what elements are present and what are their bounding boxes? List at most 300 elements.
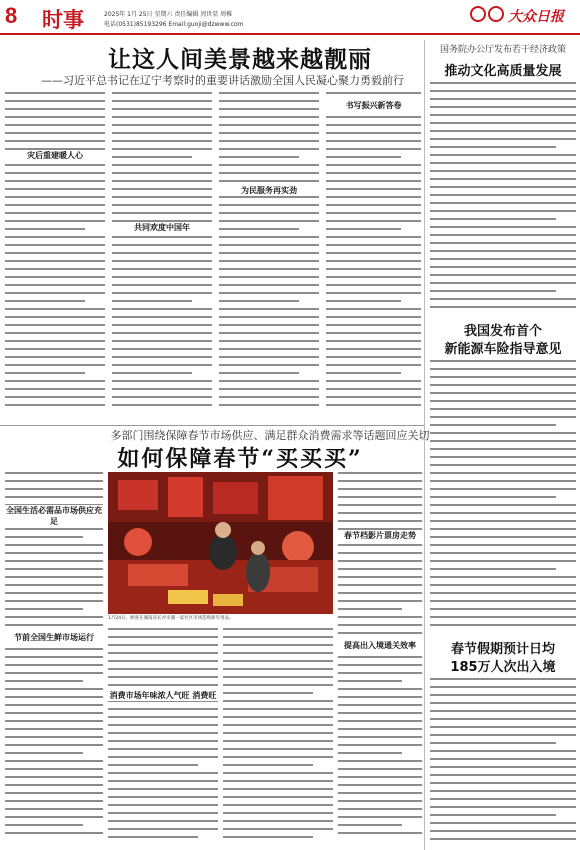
text-line [430, 608, 576, 610]
text-line [338, 824, 402, 826]
lead-subheadline: ——习近平总书记在辽宁考察时的重要讲话激励全国人民凝心聚力勇毅前行 [41, 74, 404, 87]
text-line [223, 716, 333, 718]
text-line [338, 720, 422, 722]
text-line [430, 822, 576, 824]
text-line [5, 472, 103, 474]
text-line [219, 156, 299, 158]
text-line [219, 148, 319, 150]
text-line [5, 808, 103, 810]
text-line [108, 836, 198, 838]
text-line [430, 694, 576, 696]
text-line [338, 680, 402, 682]
story-column-1 [5, 472, 103, 846]
text-line [5, 584, 103, 586]
text-line [219, 404, 319, 406]
side-story-headline: 185万人次出入境 [450, 660, 556, 675]
text-line [223, 628, 333, 630]
text-line [108, 828, 218, 830]
text-line [338, 736, 422, 738]
news-photo [108, 472, 333, 614]
text-line [430, 384, 576, 386]
text-line [108, 756, 218, 758]
text-line [5, 204, 105, 206]
second-story-headline: 如何保障春节“买买买” [117, 446, 363, 472]
text-line [5, 348, 105, 350]
text-line [219, 324, 319, 326]
text-line [112, 108, 212, 110]
text-line [338, 712, 422, 714]
text-line [223, 692, 313, 694]
story-column-4 [338, 472, 422, 846]
text-line [338, 504, 422, 506]
text-line [5, 228, 85, 230]
text-line [430, 290, 556, 292]
text-line [108, 820, 218, 822]
text-line [338, 832, 422, 834]
text-line [112, 348, 212, 350]
story-subhead: 消费市场年味浓人气旺 消费旺 [109, 691, 217, 700]
text-line [5, 340, 105, 342]
text-line [430, 678, 576, 680]
side-story-headline: 春节假期预计日均 [450, 642, 555, 657]
text-line [223, 652, 333, 654]
text-line [430, 512, 576, 514]
text-line [430, 218, 556, 220]
text-line [338, 544, 422, 546]
text-line [430, 138, 576, 140]
text-line [5, 380, 105, 382]
text-line [338, 592, 422, 594]
text-line [5, 536, 83, 538]
text-line [430, 448, 576, 450]
text-line [108, 732, 218, 734]
text-line [430, 750, 576, 752]
text-line [5, 124, 105, 126]
text-line [219, 124, 319, 126]
text-line [430, 130, 576, 132]
text-line [338, 656, 422, 658]
text-line [219, 180, 319, 182]
text-line [326, 164, 421, 166]
text-line [223, 756, 333, 758]
text-line [223, 828, 333, 830]
story-column-3 [223, 628, 333, 846]
text-line [430, 202, 576, 204]
text-line [430, 258, 576, 260]
text-line [430, 194, 576, 196]
text-line [430, 226, 576, 228]
text-line [430, 306, 576, 308]
text-line [326, 284, 421, 286]
text-line [338, 728, 422, 730]
text-line [5, 396, 105, 398]
lead-column-2 [112, 92, 212, 417]
text-line [112, 292, 212, 294]
text-line [338, 784, 422, 786]
text-line [223, 812, 333, 814]
text-line [5, 824, 83, 826]
text-line [108, 788, 218, 790]
text-line [430, 774, 576, 776]
text-line [326, 252, 421, 254]
text-line [223, 708, 333, 710]
text-line [5, 616, 103, 618]
text-line [112, 300, 192, 302]
text-line [5, 704, 103, 706]
text-line [112, 388, 212, 390]
text-line [326, 116, 421, 118]
text-line [5, 736, 103, 738]
text-line [338, 472, 422, 474]
text-line [326, 356, 421, 358]
text-line [219, 396, 319, 398]
text-line [219, 212, 319, 214]
text-line [338, 632, 422, 634]
text-line [112, 156, 192, 158]
text-line [5, 792, 103, 794]
text-line [5, 292, 105, 294]
text-line [5, 300, 85, 302]
text-line [430, 368, 576, 370]
text-line [430, 592, 576, 594]
text-line [326, 188, 421, 190]
text-line [5, 100, 105, 102]
text-line [108, 668, 218, 670]
text-line [223, 676, 333, 678]
text-line [338, 496, 422, 498]
text-line [5, 600, 103, 602]
text-line [223, 772, 333, 774]
issue-info: 2025年 1月 25日 星期六 责任编辑 周世显 周椎 [104, 11, 233, 18]
text-line [108, 804, 218, 806]
text-line [326, 180, 421, 182]
text-line [108, 644, 218, 646]
text-line [5, 648, 103, 650]
text-line [430, 400, 576, 402]
photo-caption: 1月24日，顾客在湖南省长沙市湖一家社区市场选购新年用品。 [108, 616, 234, 621]
text-line [326, 372, 401, 374]
text-line [219, 284, 319, 286]
text-line [223, 668, 333, 670]
text-line [219, 100, 319, 102]
text-line [5, 568, 103, 570]
text-line [112, 252, 212, 254]
text-line [219, 356, 319, 358]
text-line [219, 220, 319, 222]
text-line [108, 812, 218, 814]
text-line [108, 652, 218, 654]
text-line [5, 832, 103, 834]
text-line [338, 560, 422, 562]
text-line [430, 274, 576, 276]
text-line [326, 268, 421, 270]
text-line [326, 196, 421, 198]
text-line [219, 228, 299, 230]
text-line [430, 440, 576, 442]
text-line [5, 608, 83, 610]
text-line [326, 156, 401, 158]
text-line [430, 392, 576, 394]
text-line [430, 710, 576, 712]
text-line [430, 210, 576, 212]
text-line [430, 600, 576, 602]
text-line [112, 244, 212, 246]
text-line [112, 236, 212, 238]
text-line [5, 624, 103, 626]
text-line [326, 140, 421, 142]
text-line [5, 108, 105, 110]
text-line [219, 292, 319, 294]
text-line [430, 114, 576, 116]
text-line [108, 684, 218, 686]
text-line [430, 838, 576, 840]
text-line [430, 178, 576, 180]
text-line [5, 800, 103, 802]
text-line [430, 242, 576, 244]
text-line [5, 576, 103, 578]
text-line [338, 808, 422, 810]
text-line [223, 700, 333, 702]
text-line [430, 718, 576, 720]
text-line [430, 520, 576, 522]
text-line [219, 260, 319, 262]
text-line [326, 316, 421, 318]
text-line [5, 196, 105, 198]
text-line [219, 332, 319, 334]
text-line [5, 276, 105, 278]
text-line [326, 132, 421, 134]
section-title: 时事 [42, 9, 84, 32]
text-line [430, 568, 556, 570]
text-line [112, 172, 212, 174]
text-line [112, 212, 212, 214]
text-line [430, 146, 556, 148]
text-line [430, 456, 576, 458]
text-line [430, 98, 576, 100]
text-line [430, 432, 576, 434]
text-line [326, 388, 421, 390]
text-line [219, 348, 319, 350]
text-line [108, 772, 218, 774]
text-line [108, 636, 218, 638]
story-subhead: 全国生活必需品市场供应充足 [6, 506, 102, 526]
text-line [430, 504, 576, 506]
text-line [5, 488, 103, 490]
text-line [223, 644, 333, 646]
text-line [219, 308, 319, 310]
text-line [5, 592, 103, 594]
text-line [112, 380, 212, 382]
text-line [338, 672, 422, 674]
text-line [338, 688, 422, 690]
text-line [5, 284, 105, 286]
text-line [223, 740, 333, 742]
text-line [5, 332, 105, 334]
lead-headline: 让这人间美景越来越靓丽 [108, 46, 372, 73]
text-line [223, 804, 333, 806]
text-line [430, 250, 576, 252]
text-line [430, 122, 576, 124]
text-line [326, 260, 421, 262]
text-line [338, 520, 422, 522]
text-line [338, 744, 422, 746]
side-story-kicker: 国务院办公厅发布若干经济政策 [439, 45, 566, 55]
text-line [108, 724, 218, 726]
text-line [219, 340, 319, 342]
text-line [108, 740, 218, 742]
text-line [338, 480, 422, 482]
text-line [326, 380, 421, 382]
text-line [5, 696, 103, 698]
text-line [430, 464, 576, 466]
text-line [223, 820, 333, 822]
text-line [430, 790, 576, 792]
text-line [112, 332, 212, 334]
masthead [0, 0, 580, 40]
text-line [338, 768, 422, 770]
text-line [112, 340, 212, 342]
text-line [430, 488, 576, 490]
text-line [219, 372, 299, 374]
text-line [326, 212, 421, 214]
text-line [430, 282, 576, 284]
text-line [430, 624, 576, 626]
text-line [430, 266, 576, 268]
text-line [430, 616, 576, 618]
text-line [223, 732, 333, 734]
text-line [219, 268, 319, 270]
text-line [326, 244, 421, 246]
text-line [5, 164, 105, 166]
text-line [223, 660, 333, 662]
text-line [338, 488, 422, 490]
text-line [430, 758, 576, 760]
lead-subhead: 灾后重建暖人心 [5, 150, 105, 161]
text-line [5, 552, 103, 554]
text-line [430, 726, 576, 728]
side-story-headline: 新能源车险指导意见 [444, 342, 562, 357]
text-line [223, 748, 333, 750]
text-line [5, 364, 105, 366]
text-line [430, 806, 576, 808]
text-line [108, 748, 218, 750]
text-line [219, 132, 319, 134]
text-line [326, 324, 421, 326]
text-line [338, 584, 422, 586]
text-line [5, 776, 103, 778]
text-line [112, 284, 212, 286]
text-line [430, 560, 576, 562]
text-line [430, 742, 556, 744]
text-line [326, 172, 421, 174]
text-line [326, 308, 421, 310]
text-line [5, 760, 103, 762]
text-line [112, 276, 212, 278]
text-line [326, 364, 421, 366]
text-line [5, 544, 103, 546]
text-line [219, 388, 319, 390]
text-line [338, 616, 422, 618]
text-line [5, 252, 105, 254]
text-line [430, 416, 576, 418]
text-line [430, 686, 576, 688]
text-line [430, 798, 576, 800]
text-line [430, 472, 576, 474]
text-line [5, 132, 105, 134]
text-line [5, 316, 105, 318]
text-line [223, 836, 313, 838]
text-line [5, 260, 105, 262]
text-line [219, 140, 319, 142]
text-line [219, 276, 319, 278]
text-line [112, 356, 212, 358]
text-line [219, 380, 319, 382]
text-line [5, 688, 103, 690]
text-line [326, 404, 421, 406]
text-line [338, 568, 422, 570]
emblem-icon [488, 6, 504, 22]
text-line [112, 396, 212, 398]
text-line [112, 404, 212, 406]
text-line [112, 140, 212, 142]
text-line [5, 372, 85, 374]
text-line [5, 188, 105, 190]
text-line [219, 364, 319, 366]
text-line [223, 724, 333, 726]
text-line [338, 600, 422, 602]
text-line [223, 796, 333, 798]
side-story-body [430, 360, 576, 632]
text-line [326, 276, 421, 278]
text-line [430, 576, 576, 578]
masthead-rule [0, 33, 580, 35]
text-line [112, 316, 212, 318]
text-line [5, 180, 105, 182]
text-line [112, 204, 212, 206]
text-line [112, 124, 212, 126]
text-line [430, 424, 556, 426]
text-line [430, 536, 576, 538]
text-line [430, 480, 576, 482]
text-line [430, 766, 576, 768]
text-line [223, 788, 333, 790]
text-line [5, 404, 105, 406]
text-line [112, 268, 212, 270]
text-line [5, 308, 105, 310]
story-subhead: 节前全国生鲜市场运行 [5, 632, 103, 643]
text-line [338, 608, 402, 610]
text-line [338, 664, 422, 666]
text-line [5, 720, 103, 722]
text-line [223, 764, 313, 766]
text-line [326, 124, 421, 126]
text-line [326, 204, 421, 206]
text-line [5, 560, 103, 562]
page-number: 8 [5, 3, 18, 28]
text-line [112, 364, 212, 366]
text-line [430, 82, 576, 84]
text-line [5, 672, 103, 674]
newspaper-logo: 大众日报 [508, 9, 564, 25]
text-line [108, 796, 218, 798]
text-line [112, 92, 212, 94]
text-line [338, 752, 402, 754]
text-line [219, 204, 319, 206]
text-line [338, 792, 422, 794]
text-line [112, 188, 212, 190]
text-line [5, 528, 103, 530]
text-line [5, 712, 103, 714]
